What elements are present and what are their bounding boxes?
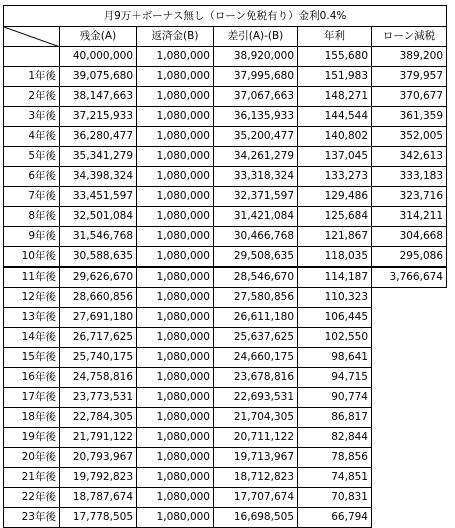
cell-interest[interactable]: 94,715: [298, 368, 372, 388]
cell-balance[interactable]: 24,758,816: [60, 368, 137, 388]
cell-tax[interactable]: 352,005: [372, 127, 447, 147]
cell-diff[interactable]: 28,546,670: [214, 267, 298, 288]
cell-interest[interactable]: 137,045: [298, 147, 372, 167]
cell-tax[interactable]: [372, 428, 447, 448]
row-label[interactable]: 13年後: [4, 308, 60, 328]
cell-balance[interactable]: 17,778,505: [60, 508, 137, 528]
cell-interest[interactable]: 140,802: [298, 127, 372, 147]
cell-diff[interactable]: 33,318,324: [214, 167, 298, 187]
cell-diff[interactable]: 22,693,531: [214, 388, 298, 408]
row-label[interactable]: 9年後: [4, 227, 60, 247]
cell-diff[interactable]: 29,508,635: [214, 247, 298, 268]
row-label[interactable]: 12年後: [4, 288, 60, 308]
cell-balance[interactable]: 32,501,084: [60, 207, 137, 227]
cell-diff[interactable]: 21,704,305: [214, 408, 298, 428]
table-row: [4, 368, 447, 388]
cell-repay[interactable]: 1,080,000: [137, 328, 214, 348]
cell-repay[interactable]: 1,080,000: [137, 288, 214, 308]
cell-interest[interactable]: 86,817: [298, 408, 372, 428]
cell-tax[interactable]: 370,677: [372, 87, 447, 107]
cell-balance[interactable]: 28,660,856: [60, 288, 137, 308]
row-label[interactable]: 8年後: [4, 207, 60, 227]
row-label[interactable]: 16年後: [4, 368, 60, 388]
cell-balance[interactable]: 18,787,674: [60, 488, 137, 508]
table-row: [4, 267, 447, 288]
cell-interest[interactable]: 133,273: [298, 167, 372, 187]
cell-interest[interactable]: 106,445: [298, 308, 372, 328]
table-row: [4, 408, 447, 428]
cell-balance[interactable]: 22,784,305: [60, 408, 137, 428]
cell-diff[interactable]: 30,466,768: [214, 227, 298, 247]
cell-repay[interactable]: 1,080,000: [137, 47, 214, 67]
table-row: [4, 428, 447, 448]
table-row: [4, 448, 447, 468]
cell-tax[interactable]: [372, 488, 447, 508]
row-label[interactable]: 18年後: [4, 408, 60, 428]
table-row: [4, 247, 447, 268]
row-label[interactable]: 7年後: [4, 187, 60, 207]
table-row: [4, 167, 447, 187]
cell-balance[interactable]: 37,215,933: [60, 107, 137, 127]
cell-diff[interactable]: 23,678,816: [214, 368, 298, 388]
cell-tax[interactable]: 361,359: [372, 107, 447, 127]
table-row: [4, 288, 447, 308]
cell-diff[interactable]: 19,713,967: [214, 448, 298, 468]
cell-tax[interactable]: [372, 348, 447, 368]
cell-tax[interactable]: [372, 288, 447, 308]
cell-repay[interactable]: 1,080,000: [137, 428, 214, 448]
table-row: [4, 468, 447, 488]
cell-diff[interactable]: 24,660,175: [214, 348, 298, 368]
header-diff[interactable]: 差引(A)-(B): [214, 27, 298, 47]
cell-repay[interactable]: 1,080,000: [137, 87, 214, 107]
cell-diff[interactable]: 26,611,180: [214, 308, 298, 328]
cell-repay[interactable]: 1,080,000: [137, 127, 214, 147]
header-row: [4, 27, 447, 47]
row-label[interactable]: 2年後: [4, 87, 60, 107]
cell-tax[interactable]: 379,957: [372, 67, 447, 87]
header-balance[interactable]: 残金(A): [60, 27, 137, 47]
cell-repay[interactable]: 1,080,000: [137, 348, 214, 368]
cell-repay[interactable]: 1,080,000: [137, 267, 214, 288]
row-label[interactable]: 21年後: [4, 468, 60, 488]
row-label[interactable]: 19年後: [4, 428, 60, 448]
cell-balance[interactable]: 25,740,175: [60, 348, 137, 368]
row-label[interactable]: [4, 47, 60, 67]
cell-diff[interactable]: 25,637,625: [214, 328, 298, 348]
cell-interest[interactable]: 90,774: [298, 388, 372, 408]
cell-diff[interactable]: 17,707,674: [214, 488, 298, 508]
row-label[interactable]: 15年後: [4, 348, 60, 368]
cell-balance[interactable]: 26,717,625: [60, 328, 137, 348]
cell-repay[interactable]: 1,080,000: [137, 107, 214, 127]
diagonal-line: [4, 27, 60, 47]
row-label[interactable]: 3年後: [4, 107, 60, 127]
cell-repay[interactable]: 1,080,000: [137, 147, 214, 167]
cell-repay[interactable]: 1,080,000: [137, 388, 214, 408]
cell-interest[interactable]: 70,831: [298, 488, 372, 508]
cell-interest[interactable]: 155,680: [298, 47, 372, 67]
row-label[interactable]: 22年後: [4, 488, 60, 508]
cell-balance[interactable]: 34,398,324: [60, 167, 137, 187]
cell-balance[interactable]: 30,588,635: [60, 247, 137, 268]
table-row: [4, 388, 447, 408]
cell-repay[interactable]: 1,080,000: [137, 247, 214, 268]
cell-tax[interactable]: 3,766,674: [372, 267, 447, 288]
cell-balance[interactable]: 39,075,680: [60, 67, 137, 87]
row-label[interactable]: 5年後: [4, 147, 60, 167]
cell-interest[interactable]: 98,641: [298, 348, 372, 368]
cell-diff[interactable]: 37,995,680: [214, 67, 298, 87]
table-row: [4, 187, 447, 207]
cell-interest[interactable]: 78,856: [298, 448, 372, 468]
row-label[interactable]: 1年後: [4, 67, 60, 87]
cell-tax[interactable]: [372, 308, 447, 328]
cell-balance[interactable]: 23,773,531: [60, 388, 137, 408]
table-row: [4, 207, 447, 227]
cell-tax[interactable]: [372, 328, 447, 348]
cell-diff[interactable]: 20,711,122: [214, 428, 298, 448]
cell-tax[interactable]: [372, 368, 447, 388]
cell-tax[interactable]: 342,613: [372, 147, 447, 167]
row-label[interactable]: 14年後: [4, 328, 60, 348]
cell-interest[interactable]: 102,550: [298, 328, 372, 348]
cell-interest[interactable]: 66,794: [298, 508, 372, 528]
cell-diff[interactable]: 38,920,000: [214, 47, 298, 67]
sheet-title[interactable]: 月9万＋ボーナス無し（ローン免税有り）金利0.4%: [4, 6, 447, 27]
table-row: [4, 488, 447, 508]
cell-repay[interactable]: 1,080,000: [137, 368, 214, 388]
table-row: [4, 87, 447, 107]
cell-repay[interactable]: 1,080,000: [137, 448, 214, 468]
cell-tax[interactable]: [372, 408, 447, 428]
cell-balance[interactable]: 20,793,967: [60, 448, 137, 468]
cell-diff[interactable]: 35,200,477: [214, 127, 298, 147]
header-tax[interactable]: ローン減税: [372, 27, 447, 47]
cell-interest[interactable]: 125,684: [298, 207, 372, 227]
table-row: [4, 107, 447, 127]
cell-repay[interactable]: 1,080,000: [137, 187, 214, 207]
cell-interest[interactable]: 118,035: [298, 247, 372, 268]
cell-repay[interactable]: 1,080,000: [137, 227, 214, 247]
header-repay[interactable]: 返済金(B): [137, 27, 214, 47]
cell-balance[interactable]: 19,792,823: [60, 468, 137, 488]
cell-repay[interactable]: 1,080,000: [137, 508, 214, 528]
header-interest[interactable]: 年利: [298, 27, 372, 47]
cell-balance[interactable]: 40,000,000: [60, 47, 137, 67]
table-row: [4, 47, 447, 67]
cell-repay[interactable]: 1,080,000: [137, 67, 214, 87]
cell-interest[interactable]: 129,486: [298, 187, 372, 207]
row-label[interactable]: 4年後: [4, 127, 60, 147]
cell-interest[interactable]: 114,187: [298, 267, 372, 288]
cell-repay[interactable]: 1,080,000: [137, 308, 214, 328]
row-label[interactable]: 23年後: [4, 508, 60, 528]
row-label[interactable]: 20年後: [4, 448, 60, 468]
cell-interest[interactable]: 121,867: [298, 227, 372, 247]
row-label[interactable]: 11年後: [4, 267, 60, 288]
cell-tax[interactable]: [372, 388, 447, 408]
cell-balance[interactable]: 36,280,477: [60, 127, 137, 147]
table-row: [4, 328, 447, 348]
cell-diff[interactable]: 27,580,856: [214, 288, 298, 308]
cell-interest[interactable]: 110,323: [298, 288, 372, 308]
cell-diff[interactable]: 16,698,505: [214, 508, 298, 528]
cell-balance[interactable]: 38,147,663: [60, 87, 137, 107]
table-row: [4, 127, 447, 147]
cell-tax[interactable]: [372, 448, 447, 468]
cell-interest[interactable]: 82,844: [298, 428, 372, 448]
cell-interest[interactable]: 148,271: [298, 87, 372, 107]
cell-interest[interactable]: 151,983: [298, 67, 372, 87]
cell-tax[interactable]: 314,211: [372, 207, 447, 227]
loan-table: [3, 5, 447, 528]
cell-diff[interactable]: 18,712,823: [214, 468, 298, 488]
row-label[interactable]: 17年後: [4, 388, 60, 408]
cell-repay[interactable]: 1,080,000: [137, 468, 214, 488]
cell-diff[interactable]: 32,371,597: [214, 187, 298, 207]
cell-balance[interactable]: 27,691,180: [60, 308, 137, 328]
cell-diff[interactable]: 34,261,279: [214, 147, 298, 167]
cell-interest[interactable]: 74,851: [298, 468, 372, 488]
cell-tax[interactable]: 323,716: [372, 187, 447, 207]
title-row: [4, 6, 447, 27]
cell-balance[interactable]: 21,791,122: [60, 428, 137, 448]
cell-diff[interactable]: 37,067,663: [214, 87, 298, 107]
cell-balance[interactable]: 29,626,670: [60, 267, 137, 288]
cell-diff[interactable]: 31,421,084: [214, 207, 298, 227]
corner-cell[interactable]: [4, 27, 60, 47]
cell-repay[interactable]: 1,080,000: [137, 488, 214, 508]
cell-balance[interactable]: 35,341,279: [60, 147, 137, 167]
cell-diff[interactable]: 36,135,933: [214, 107, 298, 127]
cell-interest[interactable]: 144,544: [298, 107, 372, 127]
row-label[interactable]: 10年後: [4, 247, 60, 268]
cell-repay[interactable]: 1,080,000: [137, 207, 214, 227]
cell-tax[interactable]: 295,086: [372, 247, 447, 268]
cell-tax[interactable]: 333,183: [372, 167, 447, 187]
cell-balance[interactable]: 33,451,597: [60, 187, 137, 207]
cell-tax[interactable]: 389,200: [372, 47, 447, 67]
row-label[interactable]: 6年後: [4, 167, 60, 187]
table-row: [4, 147, 447, 167]
table-row: [4, 67, 447, 87]
cell-tax[interactable]: 304,668: [372, 227, 447, 247]
cell-repay[interactable]: 1,080,000: [137, 167, 214, 187]
cell-balance[interactable]: 31,546,768: [60, 227, 137, 247]
cell-tax[interactable]: [372, 468, 447, 488]
table-row: [4, 308, 447, 328]
table-row: [4, 227, 447, 247]
cell-repay[interactable]: 1,080,000: [137, 408, 214, 428]
table-row: [4, 348, 447, 368]
